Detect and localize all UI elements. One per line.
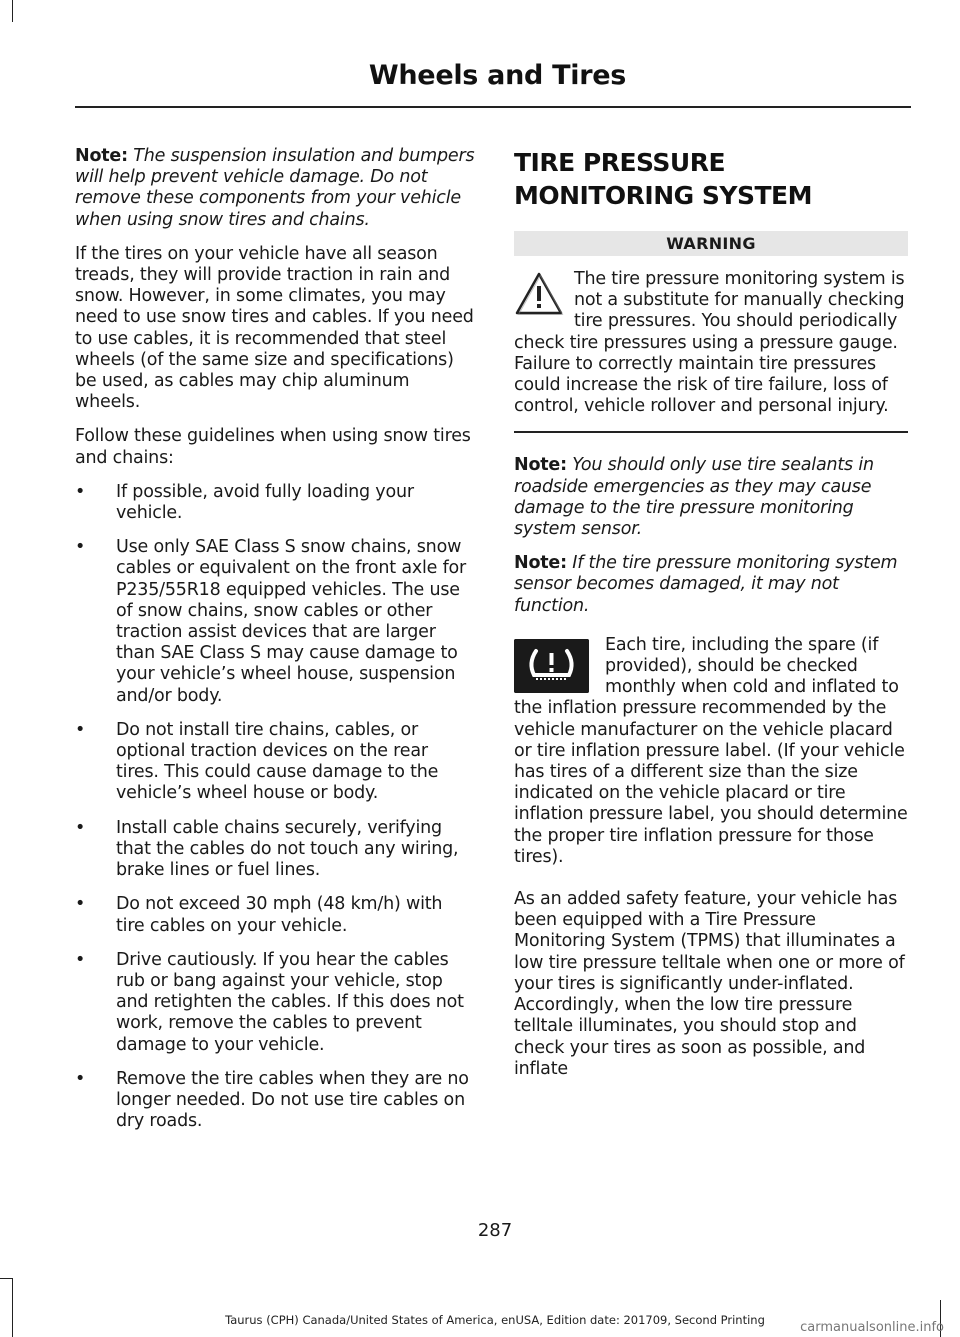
warning-triangle-icon (514, 271, 564, 317)
list-item: • Install cable chains securely, verifying that the cables do not touch any wiring, brake lines or fuel lines. (75, 818, 475, 882)
note-label: Note: (75, 146, 128, 166)
list-item: • Do not exceed 30 mph (48 km/h) with tire cables on your vehicle. (75, 894, 475, 936)
tpms-text: Each tire, including the spare (if provided), should be checked monthly when cold and inflated to the inflation pressure recommended by the vehicle manufacturer on the vehicle placard or tire inflation pressure label. (If your vehicle has tires of a different size than the size indicated on the vehicle placard or tire inflation pressure label, you should determine the proper tire inflation pressure for those tires). (514, 634, 908, 867)
guideline-list (75, 482, 475, 1132)
warning-label: WARNING (514, 231, 908, 256)
warning-box (514, 269, 908, 417)
crop-mark (12, 1278, 13, 1337)
note-text: The suspension insulation and bumpers will help prevent vehicle damage. Do not remove these components from your vehicle when using snow tires and chains. (75, 146, 475, 230)
page-number: 287 (477, 1220, 513, 1241)
watermark: carmanualsonline.info (800, 1320, 944, 1335)
paragraph-guidelines: Follow these guidelines when using snow tires and chains: (75, 426, 471, 468)
right-column (514, 146, 908, 1093)
list-item: • If possible, avoid fully loading your vehicle. (75, 482, 475, 524)
tpms-paragraph (514, 635, 908, 868)
list-item: • Drive cautiously. If you hear the cables rub or bang against your vehicle, stop and retighten the cables. If this does not work, remove the cables to prevent damage to your vehicle. (75, 950, 475, 1056)
list-item: • Use only SAE Class S snow chains, snow cables or equivalent on the front axle for P235/55R18 equipped vehicles. The use of snow chains, snow cables or other traction assist devices that are larger than SAE Class S may cause damage to your vehicle’s wheel house, suspension and/or body. (75, 537, 475, 707)
crop-mark (0, 1278, 12, 1279)
crop-mark (12, 0, 13, 22)
note-sensor (514, 553, 908, 617)
list-item: • Remove the tire cables when they are no longer needed. Do not use tire cables on dry roads. (75, 1069, 475, 1133)
note-text: If the tire pressure monitoring system sensor becomes damaged, it may not function. (514, 553, 898, 616)
edition-footer: Taurus (CPH) Canada/United States of America, enUSA, Edition date: 201709, Second Printing (225, 1313, 765, 1327)
paragraph-all-season: If the tires on your vehicle have all season treads, they will provide traction in rain and snow. However, in some climates, you may need to use snow tires and cables. If you need to use cables, it is recommended that steel wheels (of the same size and specifications) be used, as cables may chip aluminum wheels. (75, 243, 474, 413)
note-suspension (75, 146, 475, 231)
section-heading: TIRE PRESSURE MONITORING SYSTEM (514, 148, 812, 210)
list-item: • Do not install tire chains, cables, or optional traction devices on the rear tires. This could cause damage to the vehicle’s wheel house or body. (75, 720, 475, 805)
note-label: Note: (514, 553, 567, 574)
note-text: You should only use tire sealants in roadside emergencies as they may cause damage to the tire pressure monitoring system sensor. (514, 455, 874, 540)
paragraph-tpms-feature: As an added safety feature, your vehicle has been equipped with a Tire Pressure Monitoring System (TPMS) that illuminates a low tire pressure telltale when one or more of your tires is significantly under-inflated. Accordingly, when the low tire pressure telltale illuminates, you should stop and check your tires as soon as possible, and inflate (514, 889, 905, 1079)
note-sealants (514, 455, 908, 540)
tire-pressure-telltale-icon (514, 639, 589, 693)
header-rule (75, 106, 911, 108)
warning-rule (514, 431, 908, 433)
warning-text: The tire pressure monitoring system is not a substitute for manually checking tire pressures. You should periodically check tire pressures using a pressure gauge. Failure to correctly maintain tire pressures could increase the risk of tire failure, loss of control, vehicle rollover and personal injury. (514, 269, 905, 417)
left-column (75, 146, 475, 1145)
page-title: Wheels and Tires (368, 60, 626, 91)
note-label: Note: (514, 455, 567, 476)
